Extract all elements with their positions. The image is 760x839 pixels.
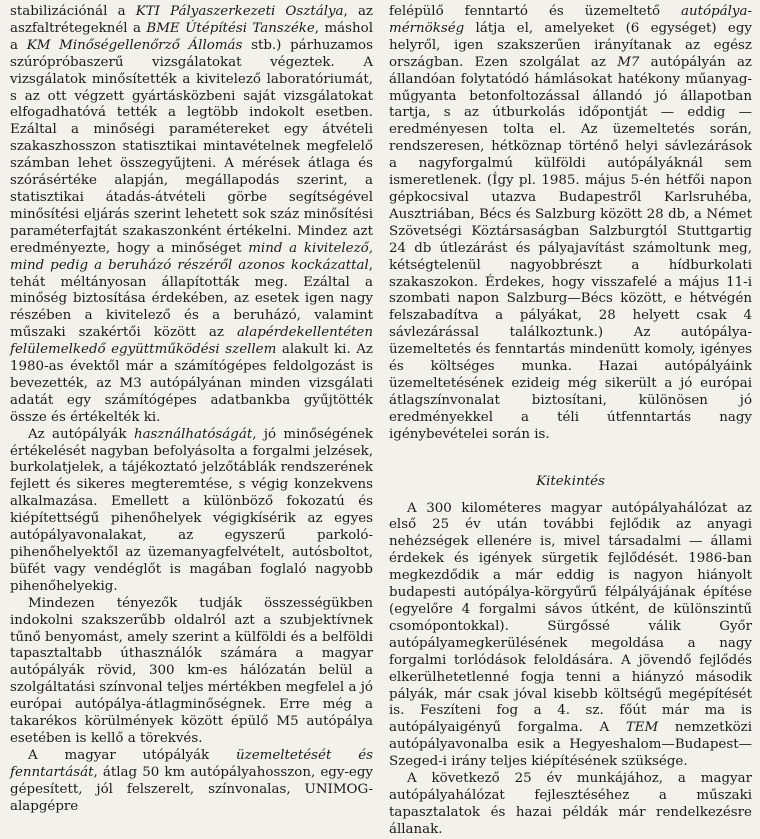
text-run: felépülő fenntartó és üzemeltető [389, 4, 682, 19]
text-run: látja el, amelyeket (6 egységet) egy helyről, igen szakszerűen irányítanak az egész országban. Ezen szolgálat az [389, 20, 752, 70]
emphasized-text: autópálya-mérnökség [389, 4, 752, 36]
emphasized-text: üzemeltetését és fenntartását [10, 747, 373, 780]
text-run: Az autópályák [28, 426, 134, 442]
text-run: , jó minőségének értékelését nagyban befolyásolta a forgalmi jelzések, burkolatjelek, a tájékoztató jelzőtáblák rendszerének fejlett és sikeres megteremtése, s végig konzekvens alkalmazása. Emellett a különböző fokozatú és kiépítettségű pihenőhelyek végigkísérik az egyes autópályavonalakat, az egyszerű parkoló-pihenőhelyektől az üzemanyagfelvételt, autósboltot, büfét vagy vendéglőt is magában foglaló nagyobb pihenőhelyekig. [10, 426, 373, 594]
text-run: , az aszfaltrétegeknél a [10, 4, 373, 36]
emphasized-text: alapérdekellentéten felülemelkedő együttműködési szellem [10, 325, 373, 358]
emphasized-text: KTI Pályaszerkezeti Osztálya [135, 4, 344, 19]
text-run: alakult ki. Az 1980-as évektől már a számítógépes feldolgozást is bevezették, az M3 autópályánan minden vizsgálati adatát egy számítógépes adatbankba gyűjtötték össze és értékelték ki. [10, 342, 373, 425]
text-run: nemzetközi autópályavonalba esik a Hegyeshalom—Budapest—Szeged-i irány teljes kiépítésének szüksége. [389, 720, 752, 770]
text-run: , tehát méltányosan állapították meg. Ezáltal a minőség biztosítása érdekében, az esetek igen nagy részében a kivitelező és a beruházó, valamint műszaki szakértői között az [10, 257, 373, 341]
section-heading-kitekintes: Kitekintés [536, 473, 605, 489]
text-run: Mindezen tényezők tudják összességükben indokolni szakszerűbb oldalról azt a szubjektívnek tűnő benyomást, amely szerint a külföldi és a belföldi tapasztaltabb úthasználók számára a magyar autópályák rövid, 300 km-es hálózatán belül a szolgáltatási színvonal teljes mértékben megfelel a jó európai autópálya-átlagminőségnek. Erre még a takarékos körülmények között épülő M5 autópálya esetében is kellő a törekvés. [10, 595, 373, 746]
emphasized-text: M7 [617, 54, 640, 70]
right-column-body [389, 4, 752, 444]
text-run: , átlag 50 km autópályahosszon, egy-egy gépesített, jól felszerelt, színvonalas, UNIMOG-alapgépre [10, 764, 373, 814]
paragraph [10, 427, 373, 596]
emphasized-text: mind a kivitelező, mind pedig a beruházó részéről azonos kockázattal [10, 240, 373, 273]
paragraph [389, 501, 752, 772]
paragraph [10, 748, 373, 816]
right-column [389, 4, 752, 839]
paragraph [389, 771, 752, 839]
right-column-conclusion [389, 501, 752, 839]
two-column-layout [10, 4, 752, 839]
text-run: autópályán az állandóan folytatódó hámlásokat hatékony műanyag-műgyanta betonfoltozással állandó jó állapotban tartja, s az útburkolás időpontját — eddig — eredményesen tolta el. Az üzemeltetés során, rendszeresen, hétköznap történő helyi sávlezárások a nagyforgalmú külföldi autópályáknál sem ismeretlenek. (Így pl. 1985. május 5-én hétfői napon gépkocsival utazva Budapestről Karlsruhéba, Ausztriában, Bécs és Salzburg között 28 db, a Német Szövetségi Köztársaságban Salzburgtól Stuttgartig 24 db útlezárást és pályajavítást számoltunk meg, kétségtelenül nagyobbrészt a hídburkolati szakaszokon. Érdekes, hogy visszafelé a május 11-i szombati napon Salzburg—Bécs között, e hétvégén felszabadítva a pályákat, 28 helyett csak 4 sávlezárással találkoztunk.) Az autópálya-üzemeltetés és fenntartás mindenütt komoly, igényes és költséges munka. Hazai autópályáink üzemeltetésének ezideig még sikerült a jó európai átlagszínvonalat biztosítani, különösen jó eredményekkel a téli útfenntartás nagy igénybevételei során is. [389, 54, 752, 442]
left-column [10, 4, 373, 839]
text-run: stb.) párhuzamos szúrópróbaszerű vizsgálatokat végeztek. A vizsgálatok minősítették a kivitelező laboratóriumát, s az ott végzett gyártásközbeni saját vizsgálatokat elfogadhatóvá tették a legtöbb indokolt esetben. Ezáltal a minőségi paramétereket egy átvételi szakaszhosszon statisztikai mintavételnek megfelelő számban lehet összegyűjteni. A mérések átlaga és szórásértéke alapján, megállapodás szerint, a statisztikai átadás-átvételi görbe segítségével minősítési eljárás szerint lehetett sok száz minősítési paraméterfajtát szakaszonként értékelni. Mindez azt eredményezte, hogy a minőséget [10, 37, 373, 256]
text-run: , máshol a [10, 20, 373, 53]
text-run: stabilizációnál a [10, 4, 136, 19]
paragraph [10, 596, 373, 748]
text-run: A következő 25 év munkájához, a magyar autópályahálózat fejlesztéséhez a műszaki tapasztalatok és hazai példák már rendelkezésre állanak. [389, 771, 752, 837]
emphasized-text: használhatóságát [133, 426, 253, 442]
text-run: A 300 kilométeres magyar autópályahálózat az első 25 év után további fejlődik az anyagi nehézségek ellenére is, mivel társadalmi — állami érdekek és igények sürgetik fejlődését. 1986-ban megkezdődik a már eddig is nagyon hiányolt budapesti autópálya-körgyűrű félpályájának építése (egyelőre 4 forgalmi sávos útként, de különszintű csomópontokkal). Sürgőssé válik Győr autópályamegkerülésének megoldása a nagy forgalmi torlódások feloldására. A jövendő fejlődés elkerülhetetlenné fogja tenni a hiányzó második pályák, már csak jóval kisebb költségű megépítését is. Feszíteni fog a 4. sz. főút már ma is autópályaigényű forgalma. A [389, 500, 752, 736]
emphasized-text: BME Útépítési Tanszéke [146, 20, 315, 36]
paragraph [10, 4, 373, 427]
emphasized-text: TEM [625, 720, 659, 736]
emphasized-text: KM Minőségellenőrző Állomás [26, 37, 243, 53]
text-run: A magyar utópályák [28, 747, 237, 763]
paragraph [389, 4, 752, 444]
